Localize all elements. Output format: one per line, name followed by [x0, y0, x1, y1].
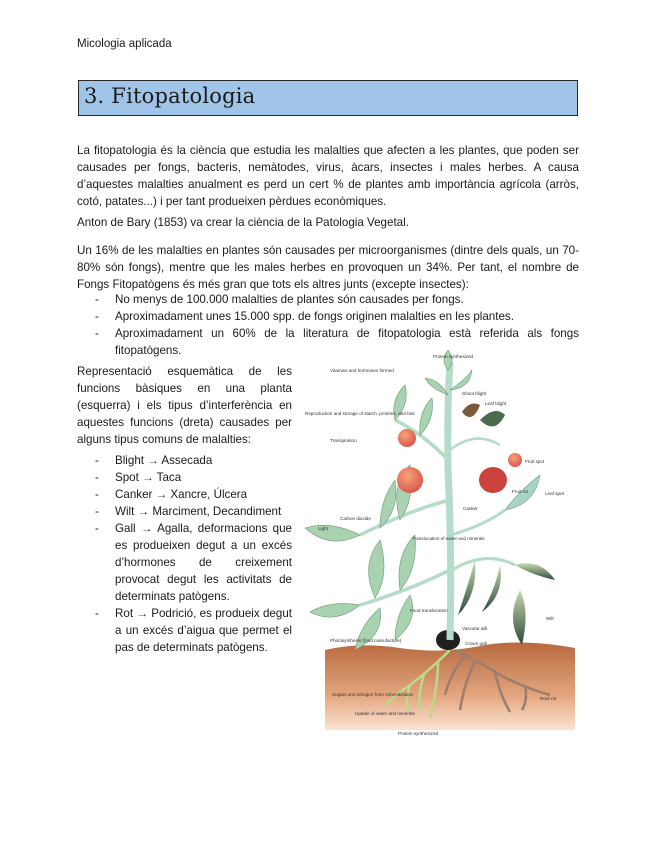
label-leaf-blight: Leaf blight — [485, 401, 507, 406]
page-header: Micologia aplicada — [77, 38, 172, 50]
wilt-icon — [458, 560, 555, 645]
label-protein-root: Protein synthesized — [398, 731, 439, 736]
label-carbon-dioxide: Carbon dioxide — [340, 516, 371, 521]
list-item: - Spot → Taca — [95, 471, 182, 484]
list-item: - No menys de 100.000 malalties de plantes són causades per fongs. — [95, 293, 464, 306]
label-reproduction: Reproduction and storage of starch, proteins, and fats — [305, 411, 415, 416]
soil-icon — [325, 642, 575, 730]
label-wilt: Wilt — [546, 616, 554, 621]
history-paragraph: Anton de Bary (1853) va crear la ciència de la Patologia Vegetal. — [77, 216, 409, 229]
label-food-translocation: Food translocation — [410, 608, 448, 613]
list-item: - Aproximadament unes 15.000 spp. de fongs originen malalties en les plantes. — [95, 310, 514, 323]
label-fruit-rot: Fruit rot — [512, 489, 528, 494]
label-crown-gall: Crown gall — [465, 641, 487, 646]
list-item: - Wilt → Marciment, Decandiment — [95, 505, 282, 518]
label-leaf-spot: Leaf spot — [545, 491, 564, 496]
label-root-rot: Root rot — [540, 696, 557, 701]
plant-disease-illustration — [300, 350, 590, 745]
shoot-blight-icon — [462, 404, 480, 418]
fruit-rot-icon — [479, 467, 507, 493]
section-title-box — [78, 80, 578, 116]
label-translocation-water: Translocation of water and minerals — [412, 536, 485, 541]
fruit-spot-icon — [508, 453, 522, 467]
list-item: - Blight → Assecada — [95, 454, 213, 467]
list-item: - Gall → Agalla, deformacions que es produeixen degut a un excés d’hormones de creixement provocat degut les activitats de determinats patògens. — [95, 522, 292, 603]
intro-paragraph: La fitopatologia és la ciència que estudia les malalties que afecten a les plantes, que poden ser causades per fongs, bacteris, nemàtodes, virus, àcars, insectes i males herbes. A causa d’aquestes malalties anualment es perd un cert % de plantes amb importància agrícola (arròs, cotó, patates...) i per tant produeixen pèrdues econòmiques. — [77, 144, 579, 208]
leaf-blight-icon — [480, 411, 505, 426]
disease-bullet-list — [77, 452, 292, 656]
figure-caption: Representació esquemàtica de les funcions bàsiques en una planta (esquerra) i els tipus d’interferència en aquestes funcions (dreta) causades per alguns tipus comuns de malalties: — [77, 365, 292, 446]
list-item: - Canker → Xancre, Úlcera — [95, 488, 248, 501]
label-canker: Canker — [463, 506, 478, 511]
label-vascular-wilt: Vascular wilt — [462, 626, 488, 631]
tomato-plant-diagram — [300, 350, 590, 745]
label-uptake: Uptake of water and minerals — [355, 711, 415, 716]
label-transpiration: Transpiration — [330, 438, 357, 443]
label-shoot-blight: Shoot blight — [462, 391, 487, 396]
small-fruit-icon — [398, 429, 416, 447]
label-light: Light — [318, 526, 328, 531]
label-photosynthesis: Photosynthesis (food manufacture) — [330, 638, 402, 643]
fruit-icon — [397, 467, 423, 493]
stats-bullet-list — [77, 291, 579, 359]
section-title: 3. Fitopatologia — [84, 84, 256, 108]
label-vitamins: Vitamins and hormones formed — [330, 368, 394, 373]
stats-paragraph: Un 16% de les malalties en plantes són causades per microorganismes (dintre dels quals, un 70-80% són fongs), mentre que les males herbes en provoquen un 34%. Per tant, el nombre de Fongs Fitopatògens és més gran que tots els altres junts (excepte insectes): — [77, 244, 579, 291]
label-fruit-spot: Fruit spot — [525, 459, 545, 464]
list-item: - Rot → Podrició, es produeix degut a un excés d’aigua que permet el pas de determinats patògens. — [95, 607, 292, 654]
list-item: - Aproximadament un 60% de la literatura de fitopatologia està referida als fongs fitopatògens. — [95, 327, 579, 357]
label-protein-synthesized: Protein synthesized — [433, 354, 474, 359]
label-sugars-nitrogen: Sugars and nitrogen from mineralization — [332, 692, 414, 697]
